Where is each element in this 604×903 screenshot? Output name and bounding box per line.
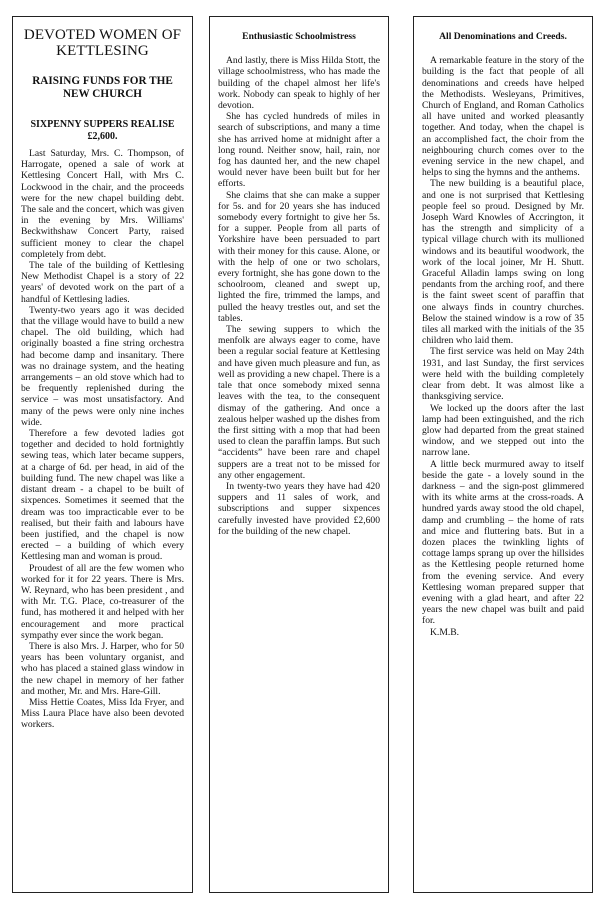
paragraph: The sewing suppers to which the menfolk are always eager to come, have been a regular social feature at Kettlesing and have given much pleasure and fun, as well as providing a new chapel. There is a tale that once somebody mixed senna leaves with the tea, to the consequent dismay of the gathering. And once a zealous helper washed up the dishes from the first sitting with a mop that had been used to clean the paraffin lamps. But such “accidents” have been rare and chapel suppers are a treat not to be missed for any other engagement.	[218, 324, 380, 481]
section-heading: Enthusiastic Schoolmistress	[242, 31, 356, 42]
signature: K.M.B.	[430, 626, 460, 638]
paragraph: There is also Mrs. J. Harper, who for 50 years has been voluntary organist, and who has placed a stained glass window in the new chapel in memory of her father and mother, Mr. and Mrs. Hare-Gill.	[21, 640, 184, 697]
paragraph: Last Saturday, Mrs. C. Thompson, of Harrogate, opened a sale of work at Kettlesing Concert Hall, with Mrs C. Lockwood in the chair, and the proceeds were for the new chapel building debt. The sale and the concert, which was given in the evening by Mrs. Williams' Beckwithshaw Concert Party, raised sufficient money to clear the chapel completely from debt.	[21, 148, 184, 260]
article-subtitle: RAISING FUNDS FOR THE NEW CHURCH	[32, 75, 173, 100]
paragraph: She has cycled hundreds of miles in search of subscriptions, and many a time she has arrived home at midnight after a long round. Neither snow, hail, rain, nor fog has daunted her, and the new chapel would never have been built but for her efforts.	[218, 111, 380, 190]
paragraph: We locked up the doors after the last lamp had been extinguished, and the rich glow had departed from the great stained window, and we stepped out into the narrow lane.	[422, 402, 584, 459]
article-column-2	[209, 16, 389, 893]
paragraph: And lastly, there is Miss Hilda Stott, the village schoolmistress, who has made the building of the chapel almost her life's work. Nobody can speak to highly of her devotion.	[218, 55, 380, 112]
paragraph: Miss Hettie Coates, Miss Ida Fryer, and Miss Laura Place have also been devoted workers.	[21, 696, 184, 731]
paragraph: The tale of the building of Kettlesing New Methodist Chapel is a story of 22 years' of devoted work on the part of a handful of Kettlesing ladies.	[21, 260, 184, 305]
article-title: DEVOTED WOMEN OF KETTLESING	[23, 27, 182, 59]
paragraph: The new building is a beautiful place, and one is not surprised that Kettlesing people feel so proud. Designed by Mr. Joseph Ward Knowles of Accrington, it has the strength and simplicity of a typical village church with its mullioned windows and its beautiful woodwork, the work of the local joiner, Mr H. Shutt. Graceful Alladin lamps swing on long pendants from the arching roof, and there is the faint sweet scent of paraffin that one always finds in country churches. Below the stained window is a row of 35 tiles all marked with the initials of the 35 children who laid them.	[422, 178, 584, 347]
article-column-3	[413, 16, 593, 893]
article-column-1	[12, 16, 193, 893]
paragraph: The first service was held on May 24th 1931, and last Sunday, the first services were held with the building completely clear from debt. It was almost like a thanksgiving service.	[422, 346, 584, 403]
paragraph: Proudest of all are the few women who worked for it for 22 years. There is Mrs. W. Reynard, who has been president , and with Mr. T.G. Place, co-treasurer of the fund, has mothered it and helped with her encouragement and more practical sympathy ever since the work began.	[21, 562, 184, 641]
paragraph: A little beck murmured away to itself beside the gate - a lovely sound in the darkness – and the sign-post glimmered with its white arms at the cross-roads. A hundred yards away stood the old chapel, damp and crumbling – the home of rats and mice and fluttering bats. But in a dozen places the twinkling lights of cottage lamps sprang up over the hillsides as the Kettlesing people returned home from the evening service. And every Kettlesing woman prepared supper that evening with a glad heart, and after 22 years the new chapel was built and paid for.	[422, 458, 584, 627]
paragraph: A remarkable feature in the story of the building is the fact that people of all denominations and creeds have helped the Methodists. Wesleyans, Primitives, Church of England, and Roman Catholics all have united and worked pleasantly together. And today, when the chapel is an accomplished fact, the choir from the neighbouring church comes over to the evening service in the new chapel, and helps to sing the hymns and the anthems.	[422, 55, 584, 179]
article-subheading: SIXPENNY SUPPERS REALISE £2,600.	[30, 119, 175, 142]
section-heading: All Denominations and Creeds.	[439, 31, 567, 42]
paragraph: In twenty-two years they have had 420 suppers and 11 sales of work, and subscriptions and supper sixpences carefully invested have provided £2,600 for the building of the new chapel.	[218, 480, 380, 537]
paragraph: She claims that she can make a supper for 5s. and for 20 years she has induced somebody every fortnight to give her 5s. for a supper. People from all parts of Yorkshire have been persuaded to part with their money for this cause. Alone, or with the help of one or two scholars, every fortnight, she has gone down to the schoolroom, cleaned and swept up, lighted the fire, trimmed the lamps, and pulled the heavy trestles out, and set the tables.	[218, 189, 380, 324]
paragraph: Twenty-two years ago it was decided that the village would have to build a new chapel. The old building, which had originally boasted a fine string orchestra had become damp and insanitary. There was no drainage system, and the heating arrangements – an old stove which had to be frequently replenished during the service – was most unsatisfactory. And many of the pews were only nine inches wide.	[21, 304, 184, 428]
paragraph: Therefore a few devoted ladies got together and decided to hold fortnightly sewing teas, which later became suppers, at a charge of 6d. per head, in aid of the building fund. The new chapel was like a distant dream - a chapel to be built of sixpences. Sometimes it seemed that the dream was too impracticable ever to be realised, but their faith and labours have been justified, and the chapel is now erected – a building of which every Kettlesing man and woman is proud.	[21, 428, 184, 563]
